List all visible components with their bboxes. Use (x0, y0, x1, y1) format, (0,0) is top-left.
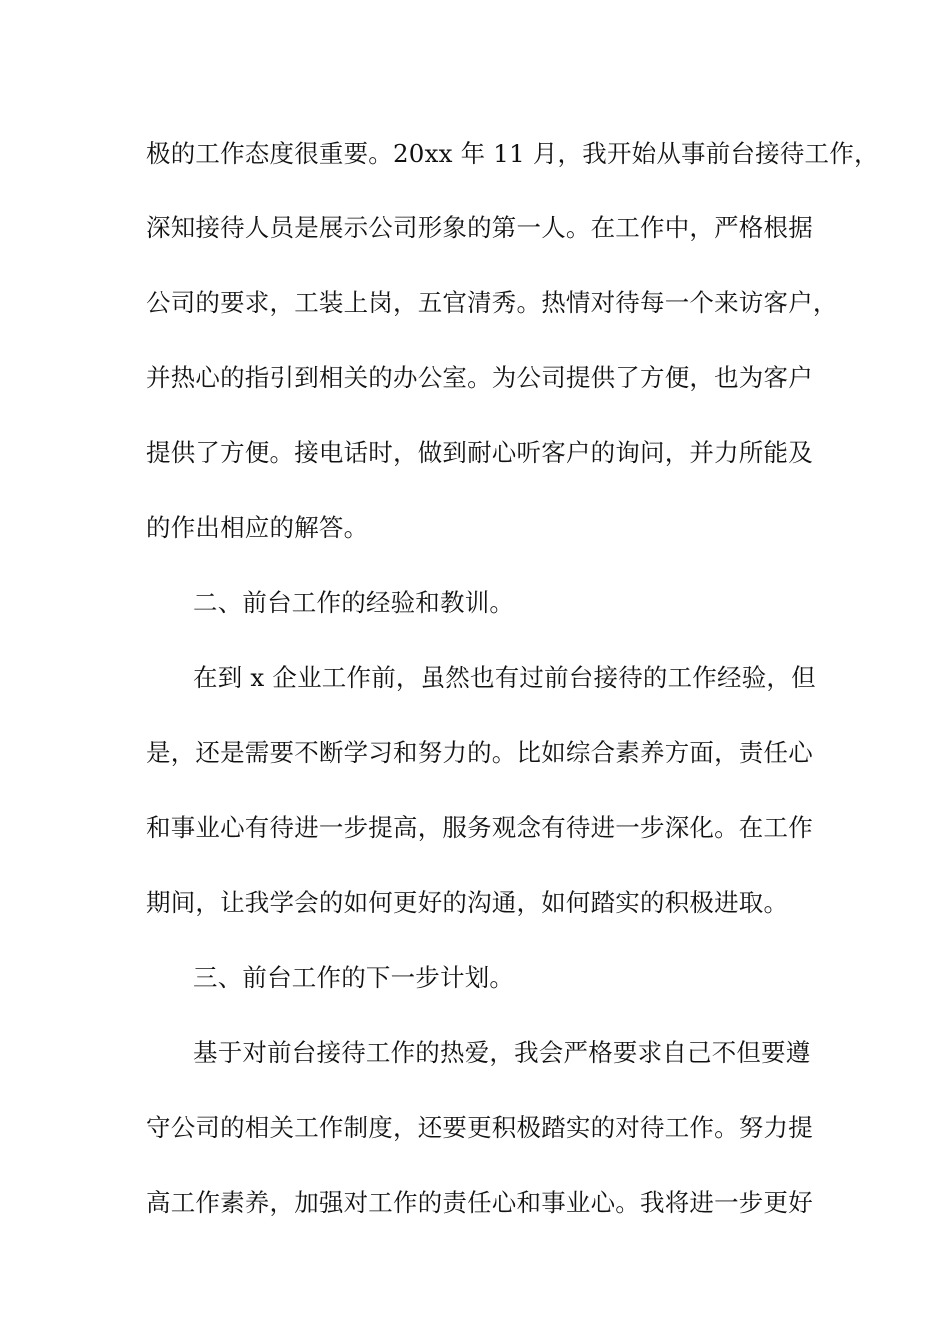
paragraph-line: 在到 x 企业工作前，虽然也有过前台接待的工作经验，但 (193, 663, 816, 692)
paragraph-line: 高工作素养，加强对工作的责任心和事业心。我将进一步更好 (146, 1188, 813, 1217)
paragraph-line: 并热心的指引到相关的办公室。为公司提供了方便，也为客户 (146, 363, 813, 392)
paragraph-line: 的作出相应的解答。 (146, 513, 369, 542)
paragraph-line: 守公司的相关工作制度，还要更积极踏实的对待工作。努力提 (146, 1113, 813, 1142)
section-heading: 二、前台工作的经验和教训。 (193, 588, 515, 617)
paragraph-line: 提供了方便。接电话时，做到耐心听客户的询问，并力所能及 (146, 438, 813, 467)
paragraph-line: 期间，让我学会的如何更好的沟通，如何踏实的积极进取。 (146, 888, 789, 917)
paragraph-line: 和事业心有待进一步提高，服务观念有待进一步深化。在工作 (146, 813, 813, 842)
paragraph-line: 极的工作态度很重要。20xx 年 11 月，我开始从事前台接待工作， (146, 139, 879, 168)
paragraph-line: 深知接待人员是展示公司形象的第一人。在工作中，严格根据 (146, 213, 813, 242)
paragraph-line: 是，还是需要不断学习和努力的。比如综合素养方面，责任心 (146, 738, 813, 767)
paragraph-line: 基于对前台接待工作的热爱，我会严格要求自己不但要遵 (193, 1038, 811, 1067)
paragraph-line: 公司的要求，工装上岗，五官清秀。热情对待每一个来访客户， (146, 288, 838, 317)
section-heading: 三、前台工作的下一步计划。 (193, 963, 515, 992)
